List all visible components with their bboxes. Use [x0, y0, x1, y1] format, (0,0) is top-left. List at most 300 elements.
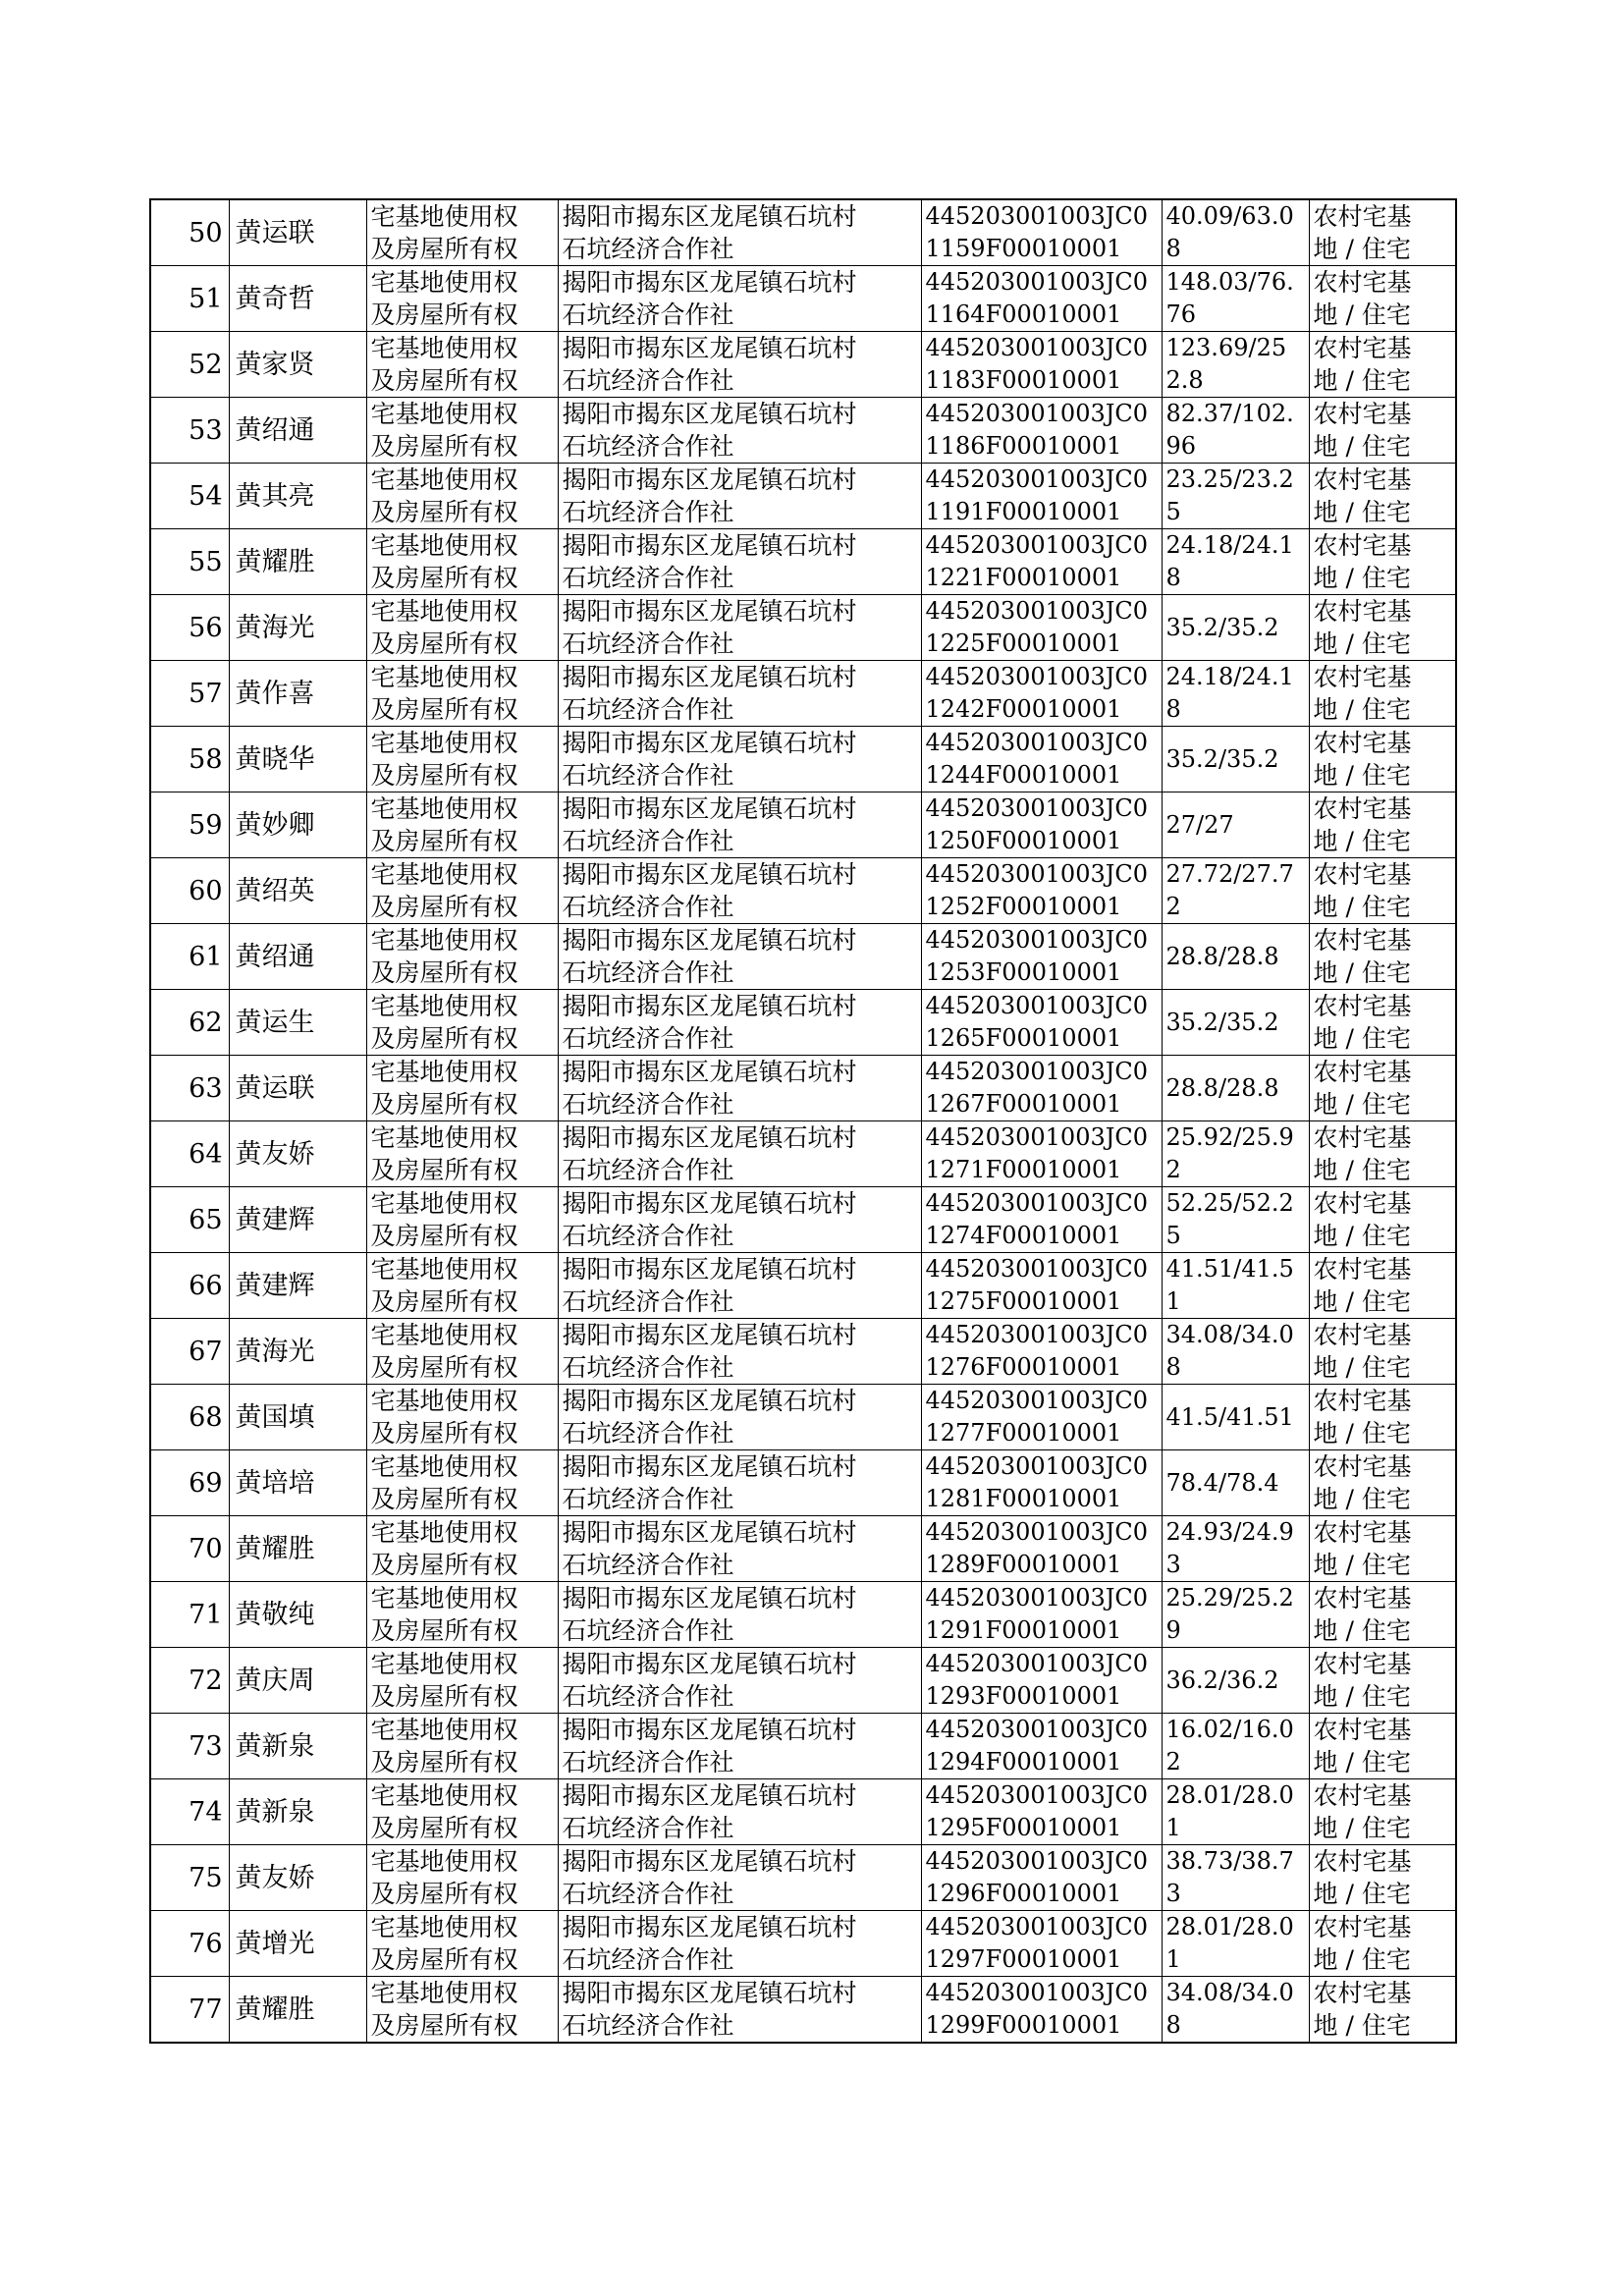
land-use [1309, 1187, 1456, 1253]
unit-code: 445203001003JC01291F00010001 [921, 1582, 1162, 1648]
row-number: 75 [150, 1845, 229, 1911]
right-type-line: 及房屋所有权 [370, 1156, 518, 1184]
land-owner-line: 石坑经济合作社 [562, 1485, 734, 1513]
unit-code: 445203001003JC01275F00010001 [921, 1253, 1162, 1319]
land-use [1309, 1648, 1456, 1714]
land-owner-line: 揭阳市揭东区龙尾镇石坑村 [562, 1255, 857, 1284]
area-value: 35.2/35.2 [1162, 990, 1309, 1056]
owner-name: 黄敬纯 [229, 1582, 366, 1648]
land-use-line: 农村宅基 [1313, 1189, 1412, 1218]
right-type-line: 宅基地使用权 [370, 202, 518, 231]
unit-code: 445203001003JC01281F00010001 [921, 1450, 1162, 1516]
right-type-line: 及房屋所有权 [370, 629, 518, 658]
land-use-line: 农村宅基 [1313, 202, 1412, 231]
land-use [1309, 990, 1456, 1056]
land-owner-line: 揭阳市揭东区龙尾镇石坑村 [562, 202, 857, 231]
land-owner-line: 石坑经济合作社 [562, 1748, 734, 1776]
unit-code: 445203001003JC01244F00010001 [921, 727, 1162, 792]
right-type [366, 1582, 558, 1648]
area-value: 40.09/63.08 [1162, 199, 1309, 266]
land-owner [558, 1516, 921, 1582]
area-value: 35.2/35.2 [1162, 727, 1309, 792]
land-owner [558, 1911, 921, 1977]
area-value: 41.51/41.51 [1162, 1253, 1309, 1319]
owner-name: 黄运联 [229, 199, 366, 266]
land-owner-line: 石坑经济合作社 [562, 1616, 734, 1645]
table-row [150, 1056, 1456, 1121]
right-type-line: 宅基地使用权 [370, 729, 518, 757]
right-type-line: 宅基地使用权 [370, 1123, 518, 1152]
right-type [366, 1977, 558, 2044]
land-use-line: 地 / 住宅 [1313, 2011, 1411, 2040]
area-value: 78.4/78.4 [1162, 1450, 1309, 1516]
land-use-line: 地 / 住宅 [1313, 761, 1411, 790]
property-rights-table [149, 198, 1457, 2044]
land-owner-line: 揭阳市揭东区龙尾镇石坑村 [562, 597, 857, 626]
land-use [1309, 1911, 1456, 1977]
land-owner-line: 揭阳市揭东区龙尾镇石坑村 [562, 1321, 857, 1349]
land-use-line: 地 / 住宅 [1313, 1814, 1411, 1842]
land-owner [558, 595, 921, 661]
land-use-line: 地 / 住宅 [1313, 958, 1411, 987]
right-type-line: 及房屋所有权 [370, 1353, 518, 1382]
right-type-line: 宅基地使用权 [370, 926, 518, 955]
table-row [150, 727, 1456, 792]
table-row [150, 332, 1456, 398]
land-use-line: 农村宅基 [1313, 794, 1412, 823]
land-use [1309, 924, 1456, 990]
right-type-line: 宅基地使用权 [370, 1387, 518, 1415]
right-type-line: 及房屋所有权 [370, 1090, 518, 1119]
right-type [366, 595, 558, 661]
land-use [1309, 464, 1456, 529]
row-number: 53 [150, 398, 229, 464]
right-type-line: 宅基地使用权 [370, 1979, 518, 2007]
right-type [366, 266, 558, 332]
right-type [366, 1714, 558, 1779]
right-type-line: 宅基地使用权 [370, 531, 518, 560]
right-type-line: 宅基地使用权 [370, 1189, 518, 1218]
land-use-line: 农村宅基 [1313, 860, 1412, 889]
land-owner-line: 石坑经济合作社 [562, 1419, 734, 1448]
row-number: 66 [150, 1253, 229, 1319]
area-value: 23.25/23.25 [1162, 464, 1309, 529]
land-use-line: 地 / 住宅 [1313, 235, 1411, 263]
land-use [1309, 1516, 1456, 1582]
land-owner [558, 1648, 921, 1714]
table-row [150, 1911, 1456, 1977]
land-use-line: 地 / 住宅 [1313, 1156, 1411, 1184]
land-use-line: 地 / 住宅 [1313, 498, 1411, 526]
right-type-line: 宅基地使用权 [370, 1847, 518, 1876]
land-use-line: 地 / 住宅 [1313, 1485, 1411, 1513]
land-owner [558, 266, 921, 332]
land-owner-line: 揭阳市揭东区龙尾镇石坑村 [562, 729, 857, 757]
land-use-line: 农村宅基 [1313, 1518, 1412, 1547]
land-owner [558, 990, 921, 1056]
owner-name: 黄其亮 [229, 464, 366, 529]
right-type [366, 1911, 558, 1977]
right-type-line: 及房屋所有权 [370, 235, 518, 263]
land-owner-line: 揭阳市揭东区龙尾镇石坑村 [562, 1781, 857, 1810]
land-owner-line: 揭阳市揭东区龙尾镇石坑村 [562, 334, 857, 362]
land-owner [558, 1187, 921, 1253]
row-number: 57 [150, 661, 229, 727]
right-type-line: 宅基地使用权 [370, 860, 518, 889]
row-number: 69 [150, 1450, 229, 1516]
right-type [366, 1056, 558, 1121]
land-owner-line: 揭阳市揭东区龙尾镇石坑村 [562, 1913, 857, 1941]
land-use [1309, 727, 1456, 792]
land-use [1309, 858, 1456, 924]
area-value: 34.08/34.08 [1162, 1977, 1309, 2044]
right-type [366, 1253, 558, 1319]
land-use [1309, 595, 1456, 661]
land-use [1309, 792, 1456, 858]
table-row [150, 1714, 1456, 1779]
table-row [150, 1779, 1456, 1845]
owner-name: 黄新泉 [229, 1714, 366, 1779]
unit-code: 445203001003JC01183F00010001 [921, 332, 1162, 398]
row-number: 54 [150, 464, 229, 529]
owner-name: 黄作喜 [229, 661, 366, 727]
right-type [366, 529, 558, 595]
right-type-line: 宅基地使用权 [370, 1716, 518, 1744]
right-type-line: 宅基地使用权 [370, 663, 518, 691]
unit-code: 445203001003JC01276F00010001 [921, 1319, 1162, 1385]
land-use-line: 农村宅基 [1313, 926, 1412, 955]
area-value: 28.8/28.8 [1162, 1056, 1309, 1121]
right-type-line: 及房屋所有权 [370, 366, 518, 395]
owner-name: 黄耀胜 [229, 1516, 366, 1582]
land-use-line: 地 / 住宅 [1313, 1287, 1411, 1316]
table-row [150, 1648, 1456, 1714]
land-owner-line: 石坑经济合作社 [562, 1945, 734, 1974]
land-use-line: 农村宅基 [1313, 1716, 1412, 1744]
land-owner-line: 揭阳市揭东区龙尾镇石坑村 [562, 1518, 857, 1547]
owner-name: 黄海光 [229, 1319, 366, 1385]
unit-code: 445203001003JC01296F00010001 [921, 1845, 1162, 1911]
unit-code: 445203001003JC01186F00010001 [921, 398, 1162, 464]
right-type [366, 990, 558, 1056]
land-owner [558, 1779, 921, 1845]
right-type-line: 宅基地使用权 [370, 1518, 518, 1547]
table-row [150, 1582, 1456, 1648]
land-use-line: 地 / 住宅 [1313, 1551, 1411, 1579]
land-owner [558, 858, 921, 924]
land-owner [558, 1385, 921, 1450]
row-number: 59 [150, 792, 229, 858]
land-owner-line: 揭阳市揭东区龙尾镇石坑村 [562, 1452, 857, 1481]
land-owner-line: 石坑经济合作社 [562, 2011, 734, 2040]
land-owner-line: 石坑经济合作社 [562, 893, 734, 921]
land-use-line: 地 / 住宅 [1313, 564, 1411, 592]
land-use-line: 农村宅基 [1313, 1781, 1412, 1810]
table-row [150, 858, 1456, 924]
land-use [1309, 1450, 1456, 1516]
owner-name: 黄友娇 [229, 1845, 366, 1911]
area-value: 52.25/52.25 [1162, 1187, 1309, 1253]
area-value: 36.2/36.2 [1162, 1648, 1309, 1714]
land-use [1309, 266, 1456, 332]
land-use [1309, 398, 1456, 464]
land-use-line: 地 / 住宅 [1313, 1419, 1411, 1448]
land-owner-line: 石坑经济合作社 [562, 1551, 734, 1579]
area-value: 25.29/25.29 [1162, 1582, 1309, 1648]
land-owner-line: 揭阳市揭东区龙尾镇石坑村 [562, 531, 857, 560]
owner-name: 黄国填 [229, 1385, 366, 1450]
area-value: 123.69/252.8 [1162, 332, 1309, 398]
land-use [1309, 332, 1456, 398]
unit-code: 445203001003JC01267F00010001 [921, 1056, 1162, 1121]
row-number: 63 [150, 1056, 229, 1121]
land-use [1309, 1779, 1456, 1845]
land-owner-line: 揭阳市揭东区龙尾镇石坑村 [562, 400, 857, 428]
right-type [366, 1187, 558, 1253]
row-number: 73 [150, 1714, 229, 1779]
land-use-line: 农村宅基 [1313, 1847, 1412, 1876]
table-row [150, 1187, 1456, 1253]
area-value: 24.18/24.18 [1162, 529, 1309, 595]
owner-name: 黄耀胜 [229, 529, 366, 595]
right-type [366, 1845, 558, 1911]
table-row [150, 1385, 1456, 1450]
table-row [150, 1319, 1456, 1385]
land-use-line: 地 / 住宅 [1313, 1616, 1411, 1645]
area-value: 16.02/16.02 [1162, 1714, 1309, 1779]
land-owner [558, 464, 921, 529]
owner-name: 黄新泉 [229, 1779, 366, 1845]
area-value: 34.08/34.08 [1162, 1319, 1309, 1385]
owner-name: 黄庆周 [229, 1648, 366, 1714]
land-owner-line: 揭阳市揭东区龙尾镇石坑村 [562, 465, 857, 494]
land-use-line: 地 / 住宅 [1313, 1682, 1411, 1711]
unit-code: 445203001003JC01250F00010001 [921, 792, 1162, 858]
land-use-line: 农村宅基 [1313, 1979, 1412, 2007]
unit-code: 445203001003JC01297F00010001 [921, 1911, 1162, 1977]
area-value: 28.01/28.01 [1162, 1911, 1309, 1977]
land-use-line: 地 / 住宅 [1313, 301, 1411, 329]
land-use [1309, 529, 1456, 595]
land-use-line: 农村宅基 [1313, 465, 1412, 494]
right-type-line: 宅基地使用权 [370, 1913, 518, 1941]
land-owner-line: 石坑经济合作社 [562, 1090, 734, 1119]
land-owner [558, 1977, 921, 2044]
land-owner-line: 揭阳市揭东区龙尾镇石坑村 [562, 1847, 857, 1876]
right-type-line: 宅基地使用权 [370, 1255, 518, 1284]
land-use-line: 地 / 住宅 [1313, 893, 1411, 921]
table-row [150, 924, 1456, 990]
land-use-line: 农村宅基 [1313, 268, 1412, 297]
land-use [1309, 1121, 1456, 1187]
right-type [366, 199, 558, 266]
land-owner-line: 石坑经济合作社 [562, 1814, 734, 1842]
land-owner-line: 揭阳市揭东区龙尾镇石坑村 [562, 1716, 857, 1744]
land-owner [558, 529, 921, 595]
owner-name: 黄运联 [229, 1056, 366, 1121]
land-use-line: 地 / 住宅 [1313, 629, 1411, 658]
owner-name: 黄绍英 [229, 858, 366, 924]
land-owner-line: 石坑经济合作社 [562, 629, 734, 658]
row-number: 64 [150, 1121, 229, 1187]
table-row [150, 661, 1456, 727]
owner-name: 黄建辉 [229, 1253, 366, 1319]
land-owner-line: 石坑经济合作社 [562, 235, 734, 263]
owner-name: 黄海光 [229, 595, 366, 661]
land-use-line: 农村宅基 [1313, 663, 1412, 691]
land-owner [558, 924, 921, 990]
land-use-line: 农村宅基 [1313, 729, 1412, 757]
land-use-line: 农村宅基 [1313, 597, 1412, 626]
land-use [1309, 1582, 1456, 1648]
land-use [1309, 1845, 1456, 1911]
area-value: 24.18/24.18 [1162, 661, 1309, 727]
unit-code: 445203001003JC01159F00010001 [921, 199, 1162, 266]
land-owner-line: 石坑经济合作社 [562, 1353, 734, 1382]
right-type-line: 及房屋所有权 [370, 1814, 518, 1842]
row-number: 62 [150, 990, 229, 1056]
owner-name: 黄妙卿 [229, 792, 366, 858]
land-owner-line: 揭阳市揭东区龙尾镇石坑村 [562, 1584, 857, 1612]
land-owner-line: 揭阳市揭东区龙尾镇石坑村 [562, 663, 857, 691]
right-type [366, 1648, 558, 1714]
land-use [1309, 1977, 1456, 2044]
land-owner-line: 石坑经济合作社 [562, 761, 734, 790]
right-type-line: 及房屋所有权 [370, 1222, 518, 1250]
right-type [366, 924, 558, 990]
area-value: 28.01/28.01 [1162, 1779, 1309, 1845]
row-number: 52 [150, 332, 229, 398]
right-type-line: 宅基地使用权 [370, 992, 518, 1020]
row-number: 67 [150, 1319, 229, 1385]
land-use-line: 地 / 住宅 [1313, 827, 1411, 855]
area-value: 24.93/24.93 [1162, 1516, 1309, 1582]
right-type-line: 宅基地使用权 [370, 1781, 518, 1810]
right-type-line: 及房屋所有权 [370, 1419, 518, 1448]
table-row [150, 464, 1456, 529]
right-type-line: 及房屋所有权 [370, 893, 518, 921]
land-owner [558, 199, 921, 266]
land-use-line: 地 / 住宅 [1313, 1090, 1411, 1119]
unit-code: 445203001003JC01265F00010001 [921, 990, 1162, 1056]
unit-code: 445203001003JC01221F00010001 [921, 529, 1162, 595]
land-use-line: 地 / 住宅 [1313, 366, 1411, 395]
land-owner-line: 揭阳市揭东区龙尾镇石坑村 [562, 1979, 857, 2007]
row-number: 50 [150, 199, 229, 266]
land-owner-line: 石坑经济合作社 [562, 301, 734, 329]
land-use-line: 农村宅基 [1313, 1584, 1412, 1612]
right-type-line: 宅基地使用权 [370, 1321, 518, 1349]
land-owner-line: 石坑经济合作社 [562, 827, 734, 855]
land-owner-line: 揭阳市揭东区龙尾镇石坑村 [562, 926, 857, 955]
area-value: 25.92/25.92 [1162, 1121, 1309, 1187]
right-type-line: 宅基地使用权 [370, 597, 518, 626]
land-owner-line: 揭阳市揭东区龙尾镇石坑村 [562, 1650, 857, 1678]
land-use [1309, 1385, 1456, 1450]
row-number: 71 [150, 1582, 229, 1648]
right-type-line: 及房屋所有权 [370, 301, 518, 329]
right-type-line: 宅基地使用权 [370, 1650, 518, 1678]
land-use-line: 地 / 住宅 [1313, 1880, 1411, 1908]
area-value: 148.03/76.76 [1162, 266, 1309, 332]
area-value: 35.2/35.2 [1162, 595, 1309, 661]
owner-name: 黄家贤 [229, 332, 366, 398]
land-owner-line: 石坑经济合作社 [562, 695, 734, 724]
land-owner [558, 1845, 921, 1911]
unit-code: 445203001003JC01289F00010001 [921, 1516, 1162, 1582]
right-type-line: 宅基地使用权 [370, 268, 518, 297]
right-type-line: 及房屋所有权 [370, 1748, 518, 1776]
right-type-line: 及房屋所有权 [370, 1551, 518, 1579]
land-use-line: 地 / 住宅 [1313, 1024, 1411, 1053]
land-use-line: 地 / 住宅 [1313, 1353, 1411, 1382]
right-type-line: 及房屋所有权 [370, 958, 518, 987]
right-type [366, 727, 558, 792]
owner-name: 黄增光 [229, 1911, 366, 1977]
area-value: 41.5/41.51 [1162, 1385, 1309, 1450]
right-type-line: 及房屋所有权 [370, 432, 518, 461]
table-row [150, 990, 1456, 1056]
right-type [366, 661, 558, 727]
land-use-line: 地 / 住宅 [1313, 695, 1411, 724]
table-row [150, 595, 1456, 661]
row-number: 65 [150, 1187, 229, 1253]
area-value: 82.37/102.96 [1162, 398, 1309, 464]
owner-name: 黄绍通 [229, 924, 366, 990]
right-type-line: 及房屋所有权 [370, 1024, 518, 1053]
right-type-line: 及房屋所有权 [370, 1682, 518, 1711]
land-owner-line: 揭阳市揭东区龙尾镇石坑村 [562, 1387, 857, 1415]
right-type-line: 及房屋所有权 [370, 2011, 518, 2040]
land-owner-line: 揭阳市揭东区龙尾镇石坑村 [562, 1123, 857, 1152]
right-type-line: 及房屋所有权 [370, 761, 518, 790]
land-use-line: 农村宅基 [1313, 1387, 1412, 1415]
owner-name: 黄运生 [229, 990, 366, 1056]
land-owner-line: 石坑经济合作社 [562, 1880, 734, 1908]
land-use-line: 农村宅基 [1313, 1452, 1412, 1481]
land-use-line: 农村宅基 [1313, 1321, 1412, 1349]
land-owner-line: 石坑经济合作社 [562, 1222, 734, 1250]
land-owner-line: 石坑经济合作社 [562, 366, 734, 395]
right-type-line: 及房屋所有权 [370, 564, 518, 592]
unit-code: 445203001003JC01295F00010001 [921, 1779, 1162, 1845]
right-type [366, 1121, 558, 1187]
owner-name: 黄建辉 [229, 1187, 366, 1253]
unit-code: 445203001003JC01277F00010001 [921, 1385, 1162, 1450]
right-type-line: 及房屋所有权 [370, 695, 518, 724]
land-owner [558, 1056, 921, 1121]
table-row [150, 398, 1456, 464]
land-owner-line: 石坑经济合作社 [562, 1682, 734, 1711]
right-type-line: 宅基地使用权 [370, 400, 518, 428]
area-value: 27/27 [1162, 792, 1309, 858]
right-type [366, 858, 558, 924]
right-type-line: 宅基地使用权 [370, 334, 518, 362]
land-use [1309, 199, 1456, 266]
unit-code: 445203001003JC01191F00010001 [921, 464, 1162, 529]
right-type-line: 宅基地使用权 [370, 1584, 518, 1612]
area-value: 38.73/38.73 [1162, 1845, 1309, 1911]
unit-code: 445203001003JC01274F00010001 [921, 1187, 1162, 1253]
land-use [1309, 1319, 1456, 1385]
table-row [150, 1516, 1456, 1582]
land-owner [558, 727, 921, 792]
row-number: 55 [150, 529, 229, 595]
row-number: 60 [150, 858, 229, 924]
land-use-line: 农村宅基 [1313, 1650, 1412, 1678]
land-use-line: 地 / 住宅 [1313, 1222, 1411, 1250]
land-owner [558, 1450, 921, 1516]
